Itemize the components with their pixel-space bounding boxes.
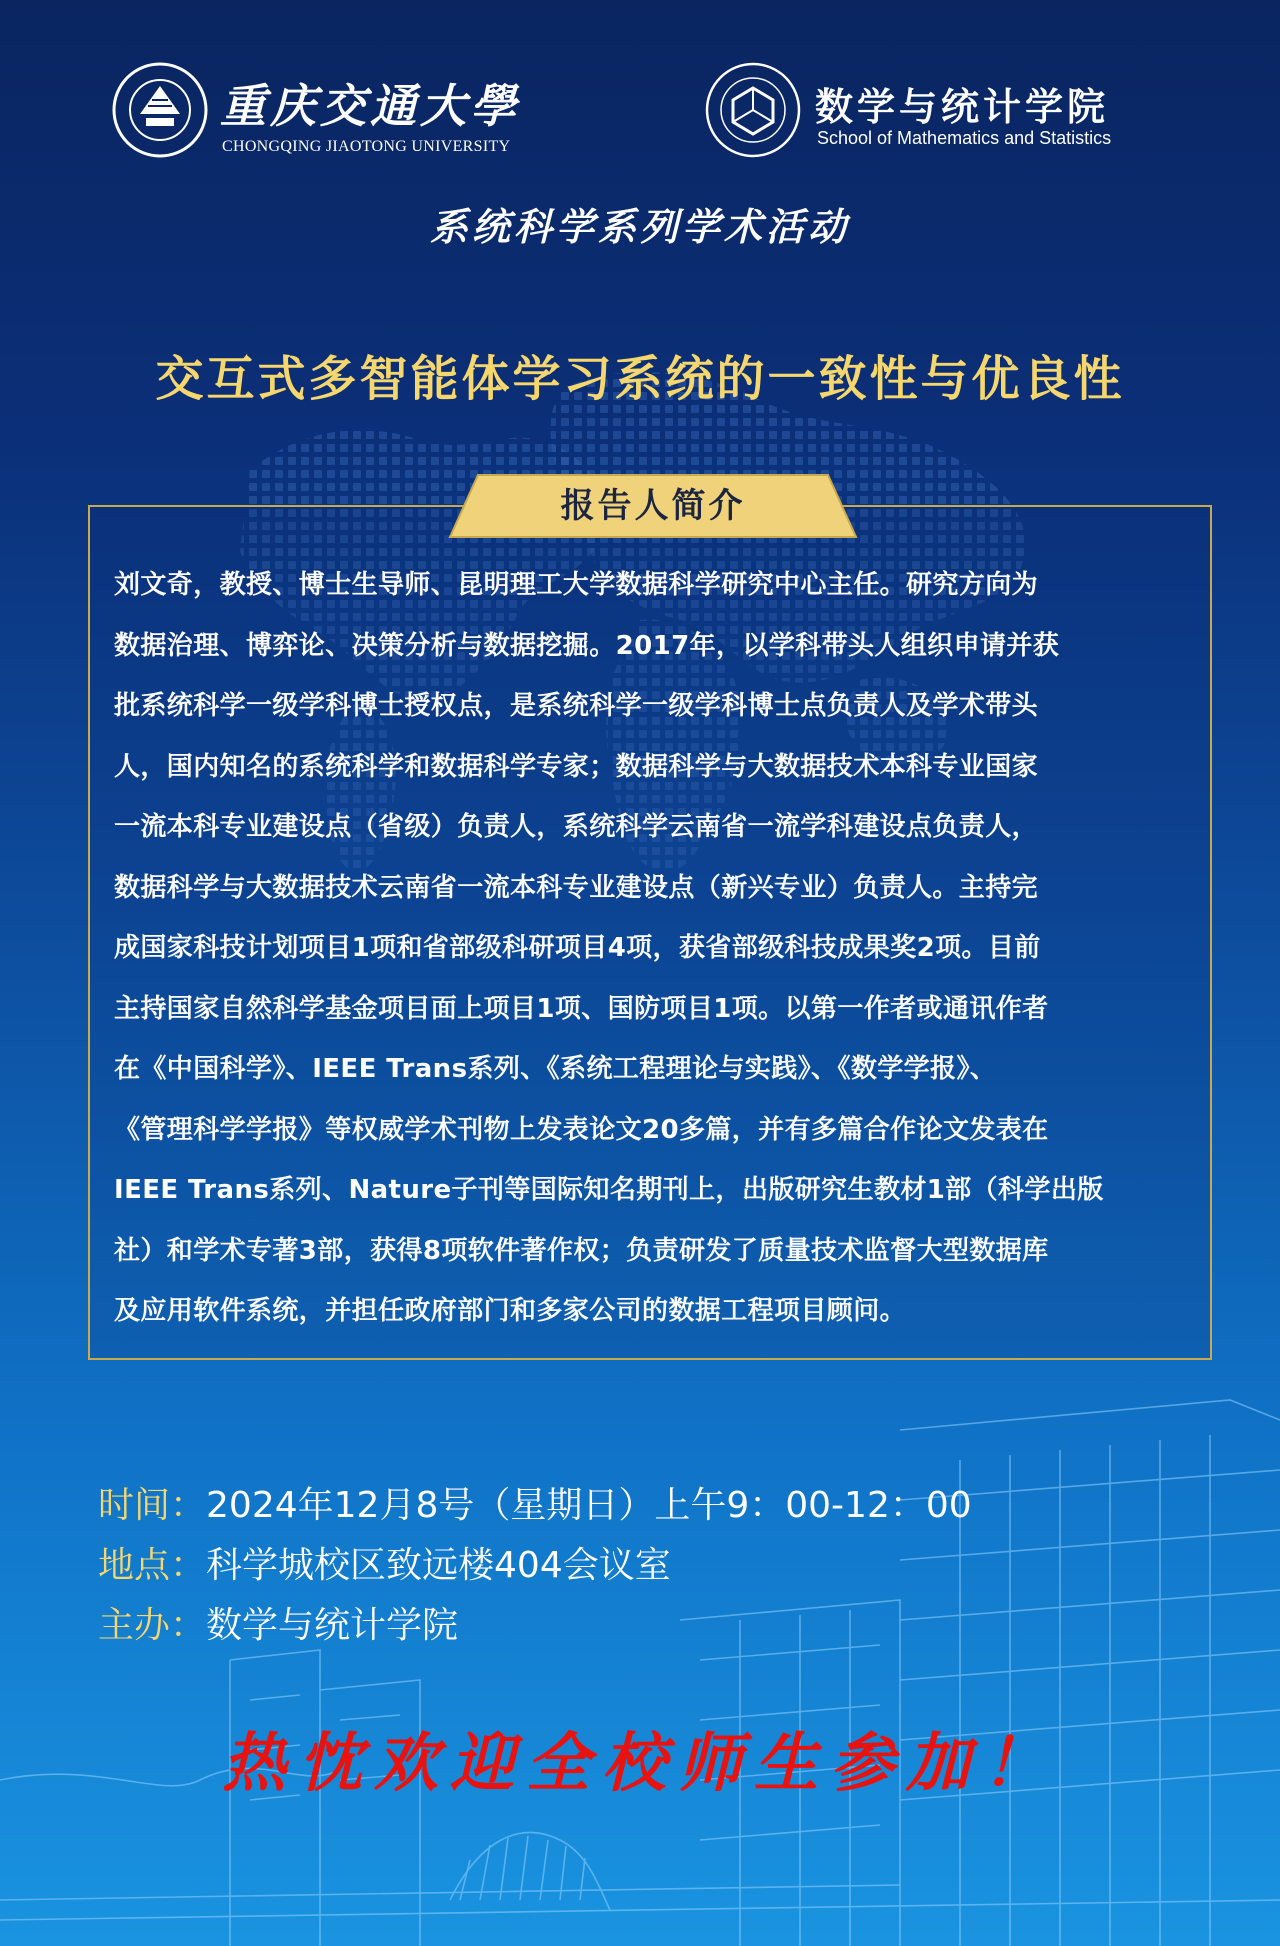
time-row [98, 1476, 972, 1536]
school-logo [705, 62, 1225, 162]
university-name-en: CHONGQING JIAOTONG UNIVERSITY [222, 138, 511, 155]
host-value: 数学与统计学院 [206, 1605, 459, 1646]
bio-heading-tab [448, 473, 858, 539]
place-row [98, 1536, 671, 1596]
bio-line: 社）和学术专著3部，获得8项软件著作权；负责研发了质量技术监督大型数据库 [114, 1235, 1049, 1266]
university-logo [112, 62, 632, 162]
bio-line: 数据科学与大数据技术云南省一流本科专业建设点（新兴专业）负责人。主持完 [114, 872, 1039, 903]
school-seal-icon [705, 62, 801, 158]
host-row [98, 1596, 458, 1656]
bio-line: 主持国家自然科学基金项目面上项目1项、国防项目1项。以第一作者或通讯作者 [114, 993, 1049, 1024]
host-label: 主办： [98, 1605, 207, 1646]
bio-line: 数据治理、博弈论、决策分析与数据挖掘。2017年，以学科带头人组织申请并获 [114, 630, 1060, 661]
welcome-banner: 热忱欢迎全校师生参加！ [222, 1726, 1058, 1801]
bio-line: 《管理科学学报》等权威学术刊物上发表论文20多篇，并有多篇合作论文发表在 [114, 1114, 1049, 1145]
bio-line: 一流本科专业建设点（省级）负责人，系统科学云南省一流学科建设点负责人， [114, 812, 1039, 842]
university-name-cn: 重庆交通大學 [220, 79, 520, 133]
school-name-en: School of Mathematics and Statistics [817, 128, 1112, 148]
place-label: 地点： [98, 1545, 207, 1586]
bio-line: 批系统科学一级学科博士授权点，是系统科学一级学科博士点负责人及学术带头 [114, 691, 1039, 721]
main-title: 交互式多智能体学习系统的一致性与优良性 [155, 351, 1125, 407]
bio-heading: 报告人简介 [560, 486, 746, 526]
bio-line: 刘文奇，教授、博士生导师、昆明理工大学数据科学研究中心主任。研究方向为 [114, 570, 1039, 600]
time-label: 时间： [98, 1485, 207, 1526]
bio-line: 在《中国科学》、IEEE Trans系列、《系统工程理论与实践》、《数学学报》、 [114, 1054, 997, 1084]
bio-line: 及应用软件系统，并担任政府部门和多家公司的数据工程项目顾问。 [114, 1296, 907, 1326]
bio-line: IEEE Trans系列、Nature子刊等国际知名期刊上，出版研究生教材1部（科学出版 [114, 1175, 1104, 1205]
bio-text [114, 555, 1204, 1342]
series-title: 系统科学系列学术活动 [429, 204, 850, 249]
school-name-cn: 数学与统计学院 [815, 85, 1110, 129]
bio-line: 人，国内知名的系统科学和数据科学专家；数据科学与大数据技术本科专业国家 [114, 751, 1039, 782]
time-value: 2024年12月8号（星期日）上午9：00-12：00 [206, 1485, 972, 1526]
place-value: 科学城校区致远楼404会议室 [206, 1545, 671, 1586]
bio-line: 成国家科技计划项目1项和省部级科研项目4项，获省部级科技成果奖2项。目前 [114, 933, 1041, 963]
university-seal-icon [112, 62, 208, 158]
